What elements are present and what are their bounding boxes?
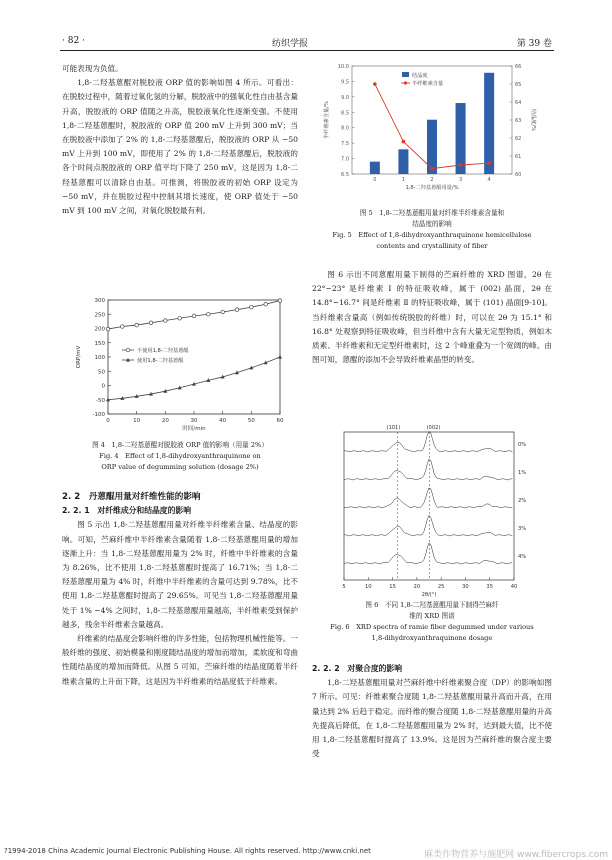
xrd-curve: [344, 515, 512, 536]
fig5-caption: [312, 208, 552, 252]
y-axis-label: ORP/mV: [76, 345, 82, 369]
bar: [370, 162, 380, 174]
x-tick-label: 40: [219, 418, 227, 424]
series-label: 0%: [518, 442, 527, 448]
x-axis-label: 时间/min: [182, 426, 206, 432]
y-tick-label: 150: [94, 340, 105, 347]
fig5-caption-en: Fig. 5 Effect of 1,8-dihydroxyanthraquinone hemicellulose: [332, 231, 532, 239]
x-tick-label: 20: [413, 584, 421, 590]
legend-label: 结晶度: [412, 73, 428, 79]
y-tick-label-left: 6.5: [341, 172, 349, 178]
left-column-bottom: [62, 490, 298, 689]
series-line: [108, 357, 280, 400]
left-column-top: [62, 62, 298, 218]
paragraph: 纤维素的结晶度会影响纤维的许多性能，包括物理机械性能等。一般纤维的强度、初始模量和刚度随结晶度的增加而增加，柔软度和弯曲性随结晶度的增加而降低。从图 5 可知，苎麻纤维的结晶度随着半纤维素含量的上升而下降，这是因为半纤维素的结晶度低于纤维素。: [62, 634, 298, 686]
header-rule: [60, 50, 554, 51]
y-tick-label: 100: [94, 355, 105, 361]
data-point: [149, 321, 153, 325]
x-tick-label: 25: [437, 584, 445, 590]
y-tick-label: 50: [98, 369, 105, 376]
fig4-caption-en: ORP value of degumming solution (dosage 2%): [101, 463, 259, 471]
data-point: [402, 140, 406, 144]
section-heading: 2. 2 丹蒽醌用量对纤维性能的影响: [62, 492, 201, 502]
fig6-caption-cn: 维的 XRD 图谱: [409, 612, 455, 620]
y-tick-label-left: 8.5: [341, 110, 349, 117]
peak-label: (002): [426, 425, 441, 431]
data-point: [278, 299, 282, 303]
y-tick-label-right: 62: [515, 136, 522, 142]
x-tick-label: 35: [486, 584, 494, 590]
y-tick-label-left: 9.5: [341, 79, 349, 86]
xrd-curve: [344, 543, 512, 564]
y-tick-label-left: 7.0: [341, 156, 349, 163]
series-label: 4%: [518, 554, 527, 560]
legend-label: 使用1,8-二羟基蒽醌: [137, 358, 184, 364]
right-column-bottom: [312, 662, 552, 761]
fig6-plot: [342, 425, 526, 598]
paragraph: 1,8-二羟基蒽醌用量对苎麻纤维中纤维素聚合度（DP）的影响如图 7 所示。可见：纤维素聚合度随 1,8-二羟基蒽醌用量升高而升高，在用量达到 2% 后趋于稳定。而纤维的聚合度随 1,8-二羟基蒽醌用量的升高先提高后降低，在 1,8-二羟基蒽醌用量为 2% 时，达到最大值，比不使用 1,8-二羟基蒽醌时提高了 13.9%。这是因为苎麻纤维的聚合度主要受: [312, 678, 552, 759]
xrd-curve: [344, 459, 512, 480]
y-tick-label: 200: [94, 326, 105, 333]
x-tick-label: 10: [133, 418, 141, 424]
legend-label: 不使用1,8-二羟基蒽醌: [137, 348, 189, 354]
data-point: [264, 302, 268, 306]
data-point: [373, 82, 377, 86]
y-tick-label-right: 66: [515, 64, 522, 70]
plot-frame: [344, 432, 514, 580]
watermark-text: 麻类作物营养与施肥网 www.fibercrops.com: [424, 850, 608, 860]
peak-label: (101): [386, 425, 401, 431]
x-tick-label: 2: [430, 177, 434, 183]
xrd-curve: [344, 431, 512, 452]
x-tick-label: 5: [342, 584, 346, 590]
paragraph: 图 6 示出不同蒽醌用量下制得的苎麻纤维的 XRD 图谱，2θ 在 22°~23° 是纤维素 Ⅰ 的特征吸收峰，属于 (002) 晶面，2θ 在 14.8°~16.7° 间是纤维素 Ⅱ 的特征吸收峰，属于 (101) 晶面[9-10]。当纤维素含量高（例如传统脱胶的纤维）时，可以在 2θ 为 15.1° 和 16.8° 处观察到特征吸收峰，但当纤维中含有大量无定型物质，例如木质素、半纤维素和无定型纤维素时，这 2 个峰重叠为一个宽阔的峰。由图可知，蒽醌的添加不会导致纤维素晶型的转变。: [312, 270, 552, 365]
y-tick-label: 300: [94, 298, 105, 304]
legend-marker: [126, 348, 130, 352]
data-point: [278, 355, 282, 359]
data-point: [178, 316, 182, 320]
fig6-xrd-chart: [318, 418, 548, 608]
y-tick-label-left: 10.0: [337, 64, 349, 70]
subsection-heading: 2. 2. 2 对聚合度的影响: [312, 664, 403, 673]
x-tick-label: 50: [247, 418, 255, 424]
legend-swatch: [402, 72, 409, 77]
fig4-plot: [76, 298, 284, 432]
bar: [398, 149, 408, 174]
x-tick-label: 3: [458, 177, 463, 183]
data-point: [459, 163, 463, 167]
y-tick-label-right: 63: [515, 118, 522, 124]
x-tick-label: 10: [364, 584, 372, 590]
y-tick-label: 0: [101, 383, 105, 390]
y-tick-label-left: 9.0: [341, 94, 349, 101]
volume-number: 第 39 卷: [516, 39, 552, 49]
right-column-mid: [312, 268, 552, 367]
paragraph: 图 5 示出 1,8-二羟基蒽醌用量对纤维半纤维素含量、结晶度的影响。可知，苎麻纤维中半纤维素含量随着 1,8-二羟基蒽醌用量的增加逐渐上升：当 1,8-二羟基蒽醌用量为 2% 时，纤维中半纤维素的含量为 8.26%，比不使用 1,8-二羟基蒽醌时提高了 16.71%；当 1,8-二羟基蒽醌用量为 4% 时，纤维中半纤维素的含量可达到 9.78%，比不使用 1,8-二羟基蒽醌时提高了 29.65%。可见当 1,8-二羟基蒽醌用量处于 1% ~4% 之间时，1,8-二羟基蒽醌用量越高，半纤维素受到保护越多，残余半纤维素含量越高。: [62, 520, 298, 629]
series-label: 2%: [518, 498, 527, 504]
y-tick-label-right: 65: [515, 82, 522, 88]
footer: [4, 847, 608, 860]
data-point: [106, 327, 110, 331]
fig6-caption-en: 1,8-dihydroxyanthraquinone dosage: [371, 634, 493, 642]
y-axis-label-left: 半纤维素含量/%: [324, 101, 330, 139]
page-number: · 82 ·: [62, 36, 85, 46]
fig4-caption-en: Fig. 4 Effect of 1,8-dihydroxyanthraquinone on: [99, 452, 261, 460]
y-tick-label-left: 7.5: [341, 141, 349, 148]
data-point: [207, 312, 211, 316]
fig6-caption: [312, 600, 552, 644]
y-tick-label: -100: [92, 412, 105, 418]
paragraph: 1,8-二羟基蒽醌对脱胶液 ORP 值的影响如图 4 所示。可看出：在脱胶过程中，随着过氧化氢的分解，脱胶液中的强氧化性自由基含量升高，脱胶液的 ORP 值随之升高，脱胶液氧化性逐渐变强。不使用 1,8-二羟基蒽醌时，脱胶液的 ORP 值 200 mV 上升到 300 mV；当在脱胶液中添加了 2% 的 1,8-二羟基蒽醌后，脱胶液的 ORP 从 −50 mV 上升到 100 mV，即使用了 2% 的 1,8-二羟基蒽醌后，脱胶液的各个时间点脱胶液的 ORP 值平均下降了 250 mV，这是因为 1,8-二羟基蒽醌可以清除自由基。可推测，将脱胶液的初始 ORP 设定为 −50 mV，并在脱胶过程中控制其增长速度，使 ORP 值处于 −50 mV 到 100 mV 之间，对氧化脱胶最有利。: [62, 78, 298, 216]
y-tick-label: -50: [96, 397, 105, 404]
data-point: [121, 325, 125, 329]
data-point: [164, 319, 168, 323]
data-point: [135, 323, 139, 327]
fig4-orp-chart: [70, 292, 290, 432]
data-point: [430, 167, 434, 171]
legend-label: 半纤维素含量: [412, 81, 444, 87]
journal-name: 纺织学报: [272, 39, 309, 49]
data-point: [221, 310, 225, 314]
x-axis-label: 2θ/(°): [421, 592, 437, 598]
copyright-text: ?1994-2018 China Academic Journal Electronic Publishing House. All rights reserved. http://www.cnki.net: [4, 847, 371, 855]
y-tick-label-right: 64: [515, 100, 522, 106]
xrd-curve: [344, 488, 512, 508]
data-point: [250, 305, 254, 309]
fig5-bar-line-chart: [318, 56, 548, 206]
legend-marker: [404, 81, 407, 84]
fig5-caption-cn: 结晶度的影响: [412, 220, 452, 228]
x-tick-label: 60: [276, 418, 284, 424]
fig5-caption-en: contents and crystallinity of fiber: [376, 242, 488, 250]
x-tick-label: 30: [190, 418, 198, 424]
data-point: [192, 314, 196, 318]
data-point: [487, 161, 491, 165]
y-tick-label-right: 60: [515, 172, 522, 178]
y-tick-label-left: 8.0: [341, 125, 349, 132]
series-label: 3%: [518, 526, 527, 532]
fig6-caption-en: Fig. 6 XRD spectra of ramie fiber degummed under various: [330, 623, 534, 631]
y-tick-label-right: 61: [515, 154, 522, 160]
y-tick-label: 250: [94, 312, 105, 319]
x-tick-label: 40: [510, 584, 518, 590]
bar: [484, 73, 494, 174]
x-tick-label: 4: [487, 177, 491, 183]
x-tick-label: 30: [462, 584, 469, 590]
series-label: 1%: [518, 470, 527, 476]
paragraph: 可能表现为负值。: [62, 64, 123, 73]
x-tick-label: 0: [106, 418, 110, 424]
x-tick-label: 0: [373, 177, 377, 183]
x-axis-label: 1,8-二羟基蒽醌用量/%: [405, 185, 459, 191]
fig5-plot: [322, 64, 538, 191]
y-axis-label-right: 结晶度/%: [530, 108, 536, 132]
fig4-caption: [62, 440, 298, 473]
x-tick-label: 20: [161, 418, 169, 424]
fig5-caption-cn: 图 5 1,8-二羟基蒽醌用量对纤维半纤维素含量和: [359, 209, 505, 217]
subsection-heading: 2. 2. 1 对纤维成分和结晶度的影响: [62, 506, 191, 516]
x-tick-label: 1: [401, 177, 406, 183]
data-point: [235, 308, 239, 312]
x-tick-label: 15: [389, 584, 396, 590]
fig6-caption-cn: 图 6 不同 1,8-二羟基蒽醌用量下制得苎麻纤: [365, 601, 499, 609]
fig4-caption-cn: 图 4 1,8-二羟基蒽醌对脱胶液 ORP 值的影响（用量 2%）: [92, 441, 268, 449]
